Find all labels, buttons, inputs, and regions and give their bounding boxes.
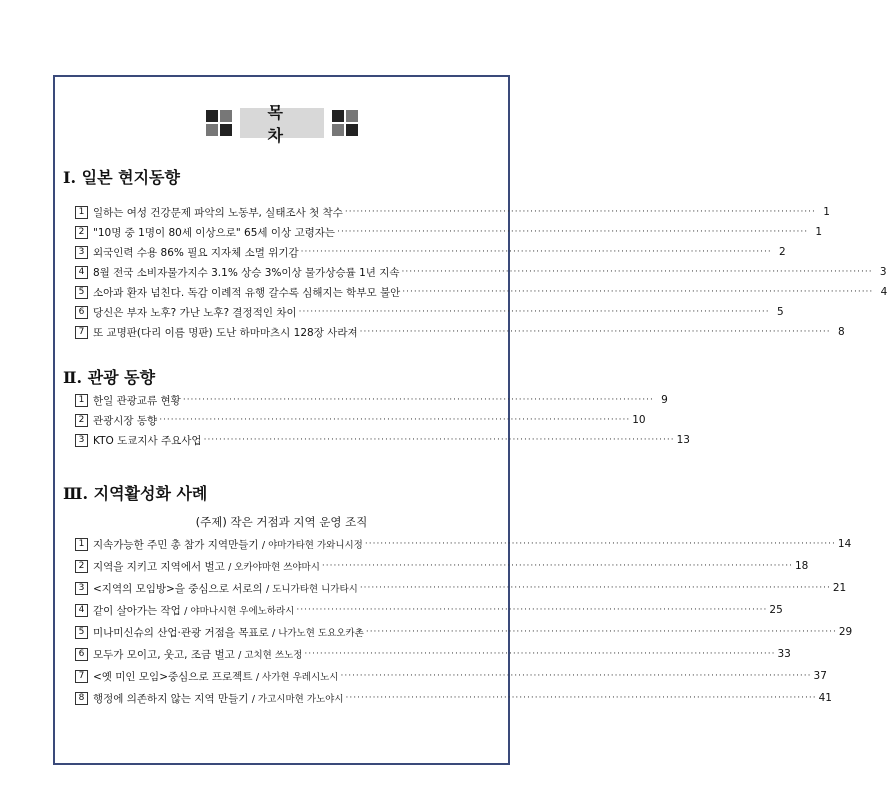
page-number: 5 bbox=[776, 306, 784, 318]
item-location: / 가고시마현 가노야시 bbox=[251, 694, 344, 705]
toc-title: 목 차 bbox=[240, 108, 324, 138]
toc-entry[interactable] bbox=[75, 263, 887, 281]
item-number: 5 bbox=[75, 286, 88, 299]
right-square-ornament-icon bbox=[332, 110, 358, 136]
toc-entry[interactable] bbox=[75, 303, 784, 321]
toc-entry[interactable] bbox=[75, 623, 853, 641]
page-number: 21 bbox=[832, 582, 847, 594]
toc-entry[interactable] bbox=[75, 667, 827, 685]
leader-dots bbox=[183, 395, 654, 405]
page-number: 13 bbox=[676, 434, 690, 446]
item-text: 한일 관광교류 현황 bbox=[93, 394, 181, 407]
toc-entry[interactable] bbox=[75, 579, 847, 597]
item-text: 행정에 의존하지 않는 지역 만들기 bbox=[93, 692, 249, 705]
item-text: 관광시장 동향 bbox=[93, 414, 158, 427]
leader-dots bbox=[159, 415, 630, 425]
toc-frame bbox=[53, 75, 887, 765]
leader-dots bbox=[204, 435, 675, 445]
leader-dots bbox=[360, 327, 831, 337]
leader-dots bbox=[322, 561, 793, 571]
item-text: 모두가 모이고, 웃고, 조금 벌고 bbox=[93, 648, 235, 661]
leader-dots bbox=[360, 583, 831, 593]
page-number: 25 bbox=[769, 604, 783, 616]
page-number: 2 bbox=[779, 246, 786, 258]
page-number: 10 bbox=[632, 414, 646, 426]
item-number: 6 bbox=[75, 306, 88, 319]
item-text: 8월 전국 소비자물가지수 3.1% 상승 3%이상 물가상승률 1년 지속 bbox=[93, 266, 400, 279]
toc-entry[interactable] bbox=[75, 557, 809, 575]
section-subtitle: (주제) 작은 거점과 지역 운영 조직 bbox=[195, 515, 368, 529]
section-title-3: Ⅲ. 지역활성화 사례 bbox=[63, 484, 208, 503]
item-number: 5 bbox=[75, 626, 88, 639]
item-number: 1 bbox=[75, 394, 88, 407]
page-number: 41 bbox=[818, 692, 832, 704]
leader-dots bbox=[346, 693, 817, 703]
item-number: 3 bbox=[75, 434, 88, 447]
page-number: 3 bbox=[879, 266, 887, 278]
leader-dots bbox=[304, 649, 775, 659]
leader-dots bbox=[301, 247, 772, 257]
section-title-2: Ⅱ. 관광 동향 bbox=[63, 368, 156, 387]
page-number: 4 bbox=[880, 286, 887, 298]
item-number: 4 bbox=[75, 266, 88, 279]
toc-entry[interactable] bbox=[75, 391, 668, 409]
leader-dots bbox=[366, 627, 837, 637]
toc-entry[interactable] bbox=[75, 431, 690, 449]
item-text: 소아과 환자 넘친다. 독감 이례적 유행 갈수록 심해지는 학부모 불안 bbox=[93, 286, 401, 299]
item-number: 8 bbox=[75, 692, 88, 705]
item-text: "10명 중 1명이 80세 이상으로" 65세 이상 고령자는 bbox=[93, 226, 336, 239]
item-text: 일하는 여성 건강문제 파악의 노동부, 실태조사 첫 착수 bbox=[93, 206, 343, 219]
toc-entry[interactable] bbox=[75, 535, 852, 553]
page-number: 9 bbox=[661, 394, 668, 406]
item-location: / 야마나시현 우에노하라시 bbox=[184, 606, 295, 617]
page-number: 1 bbox=[823, 206, 830, 218]
item-text: 당신은 부자 노후? 가난 노후? 결정적인 차이 bbox=[93, 306, 297, 319]
leader-dots bbox=[296, 605, 767, 615]
leader-dots bbox=[365, 539, 836, 549]
page-number: 18 bbox=[794, 560, 809, 572]
item-number: 3 bbox=[75, 582, 88, 595]
toc-entry[interactable] bbox=[75, 645, 791, 663]
leader-dots bbox=[299, 307, 770, 317]
toc-entry[interactable] bbox=[75, 323, 845, 341]
page-number: 37 bbox=[813, 670, 827, 682]
page-number: 29 bbox=[838, 626, 853, 638]
item-number: 2 bbox=[75, 560, 88, 573]
item-number: 1 bbox=[75, 206, 88, 219]
item-text: 미나미신슈의 산업·관광 거점을 목표로 bbox=[93, 626, 269, 639]
item-number: 2 bbox=[75, 226, 88, 239]
item-text: 외국인력 수용 86% 필요 지자체 소멸 위기감 bbox=[93, 246, 299, 259]
item-text: 지역을 지키고 지역에서 벌고 bbox=[93, 560, 225, 573]
item-number: 6 bbox=[75, 648, 88, 661]
leader-dots bbox=[402, 287, 873, 297]
item-text: KTO 도쿄지사 주요사업 bbox=[93, 434, 202, 447]
item-text: 같이 살아가는 작업 bbox=[93, 604, 181, 617]
item-location: / 사가현 우레시노시 bbox=[255, 672, 339, 683]
item-text: 또 교명판(다리 이름 명판) 도난 하마마츠시 128장 사라져 bbox=[93, 326, 358, 339]
item-location: / 고치현 쓰노정 bbox=[238, 650, 303, 661]
leader-dots bbox=[340, 671, 811, 681]
toc-entry[interactable] bbox=[75, 411, 646, 429]
item-location: / 도니가타현 니가타시 bbox=[265, 584, 358, 595]
toc-entry[interactable] bbox=[75, 601, 783, 619]
item-location: / 나가노현 도요오카촌 bbox=[271, 628, 364, 639]
page-number: 33 bbox=[777, 648, 791, 660]
toc-entry[interactable] bbox=[75, 203, 830, 221]
item-location: / 오카야마현 쓰야마시 bbox=[228, 562, 320, 573]
toc-entry[interactable] bbox=[75, 223, 823, 241]
toc-entry[interactable] bbox=[75, 689, 832, 707]
item-number: 1 bbox=[75, 538, 88, 551]
section-title-1: Ⅰ. 일본 현지동향 bbox=[63, 168, 180, 187]
left-square-ornament-icon bbox=[206, 110, 232, 136]
leader-dots bbox=[337, 227, 808, 237]
item-number: 4 bbox=[75, 604, 88, 617]
item-number: 7 bbox=[75, 326, 88, 339]
page-number: 14 bbox=[837, 538, 852, 550]
leader-dots bbox=[402, 267, 873, 277]
toc-entry[interactable] bbox=[75, 243, 786, 261]
toc-header bbox=[55, 103, 508, 145]
item-number: 2 bbox=[75, 414, 88, 427]
page-number: 8 bbox=[837, 326, 845, 338]
item-number: 7 bbox=[75, 670, 88, 683]
item-text: 지속가능한 주민 총 참가 지역만들기 bbox=[93, 538, 259, 551]
item-number: 3 bbox=[75, 246, 88, 259]
item-text: <지역의 모임방>을 중심으로 서로의 bbox=[93, 582, 263, 595]
toc-entry[interactable] bbox=[75, 283, 887, 301]
leader-dots bbox=[345, 207, 816, 217]
item-location: / 야마가타현 가와니시정 bbox=[261, 540, 363, 551]
item-text: <옛 미인 모임>중심으로 프로젝트 bbox=[93, 670, 253, 683]
page-number: 1 bbox=[815, 226, 823, 238]
